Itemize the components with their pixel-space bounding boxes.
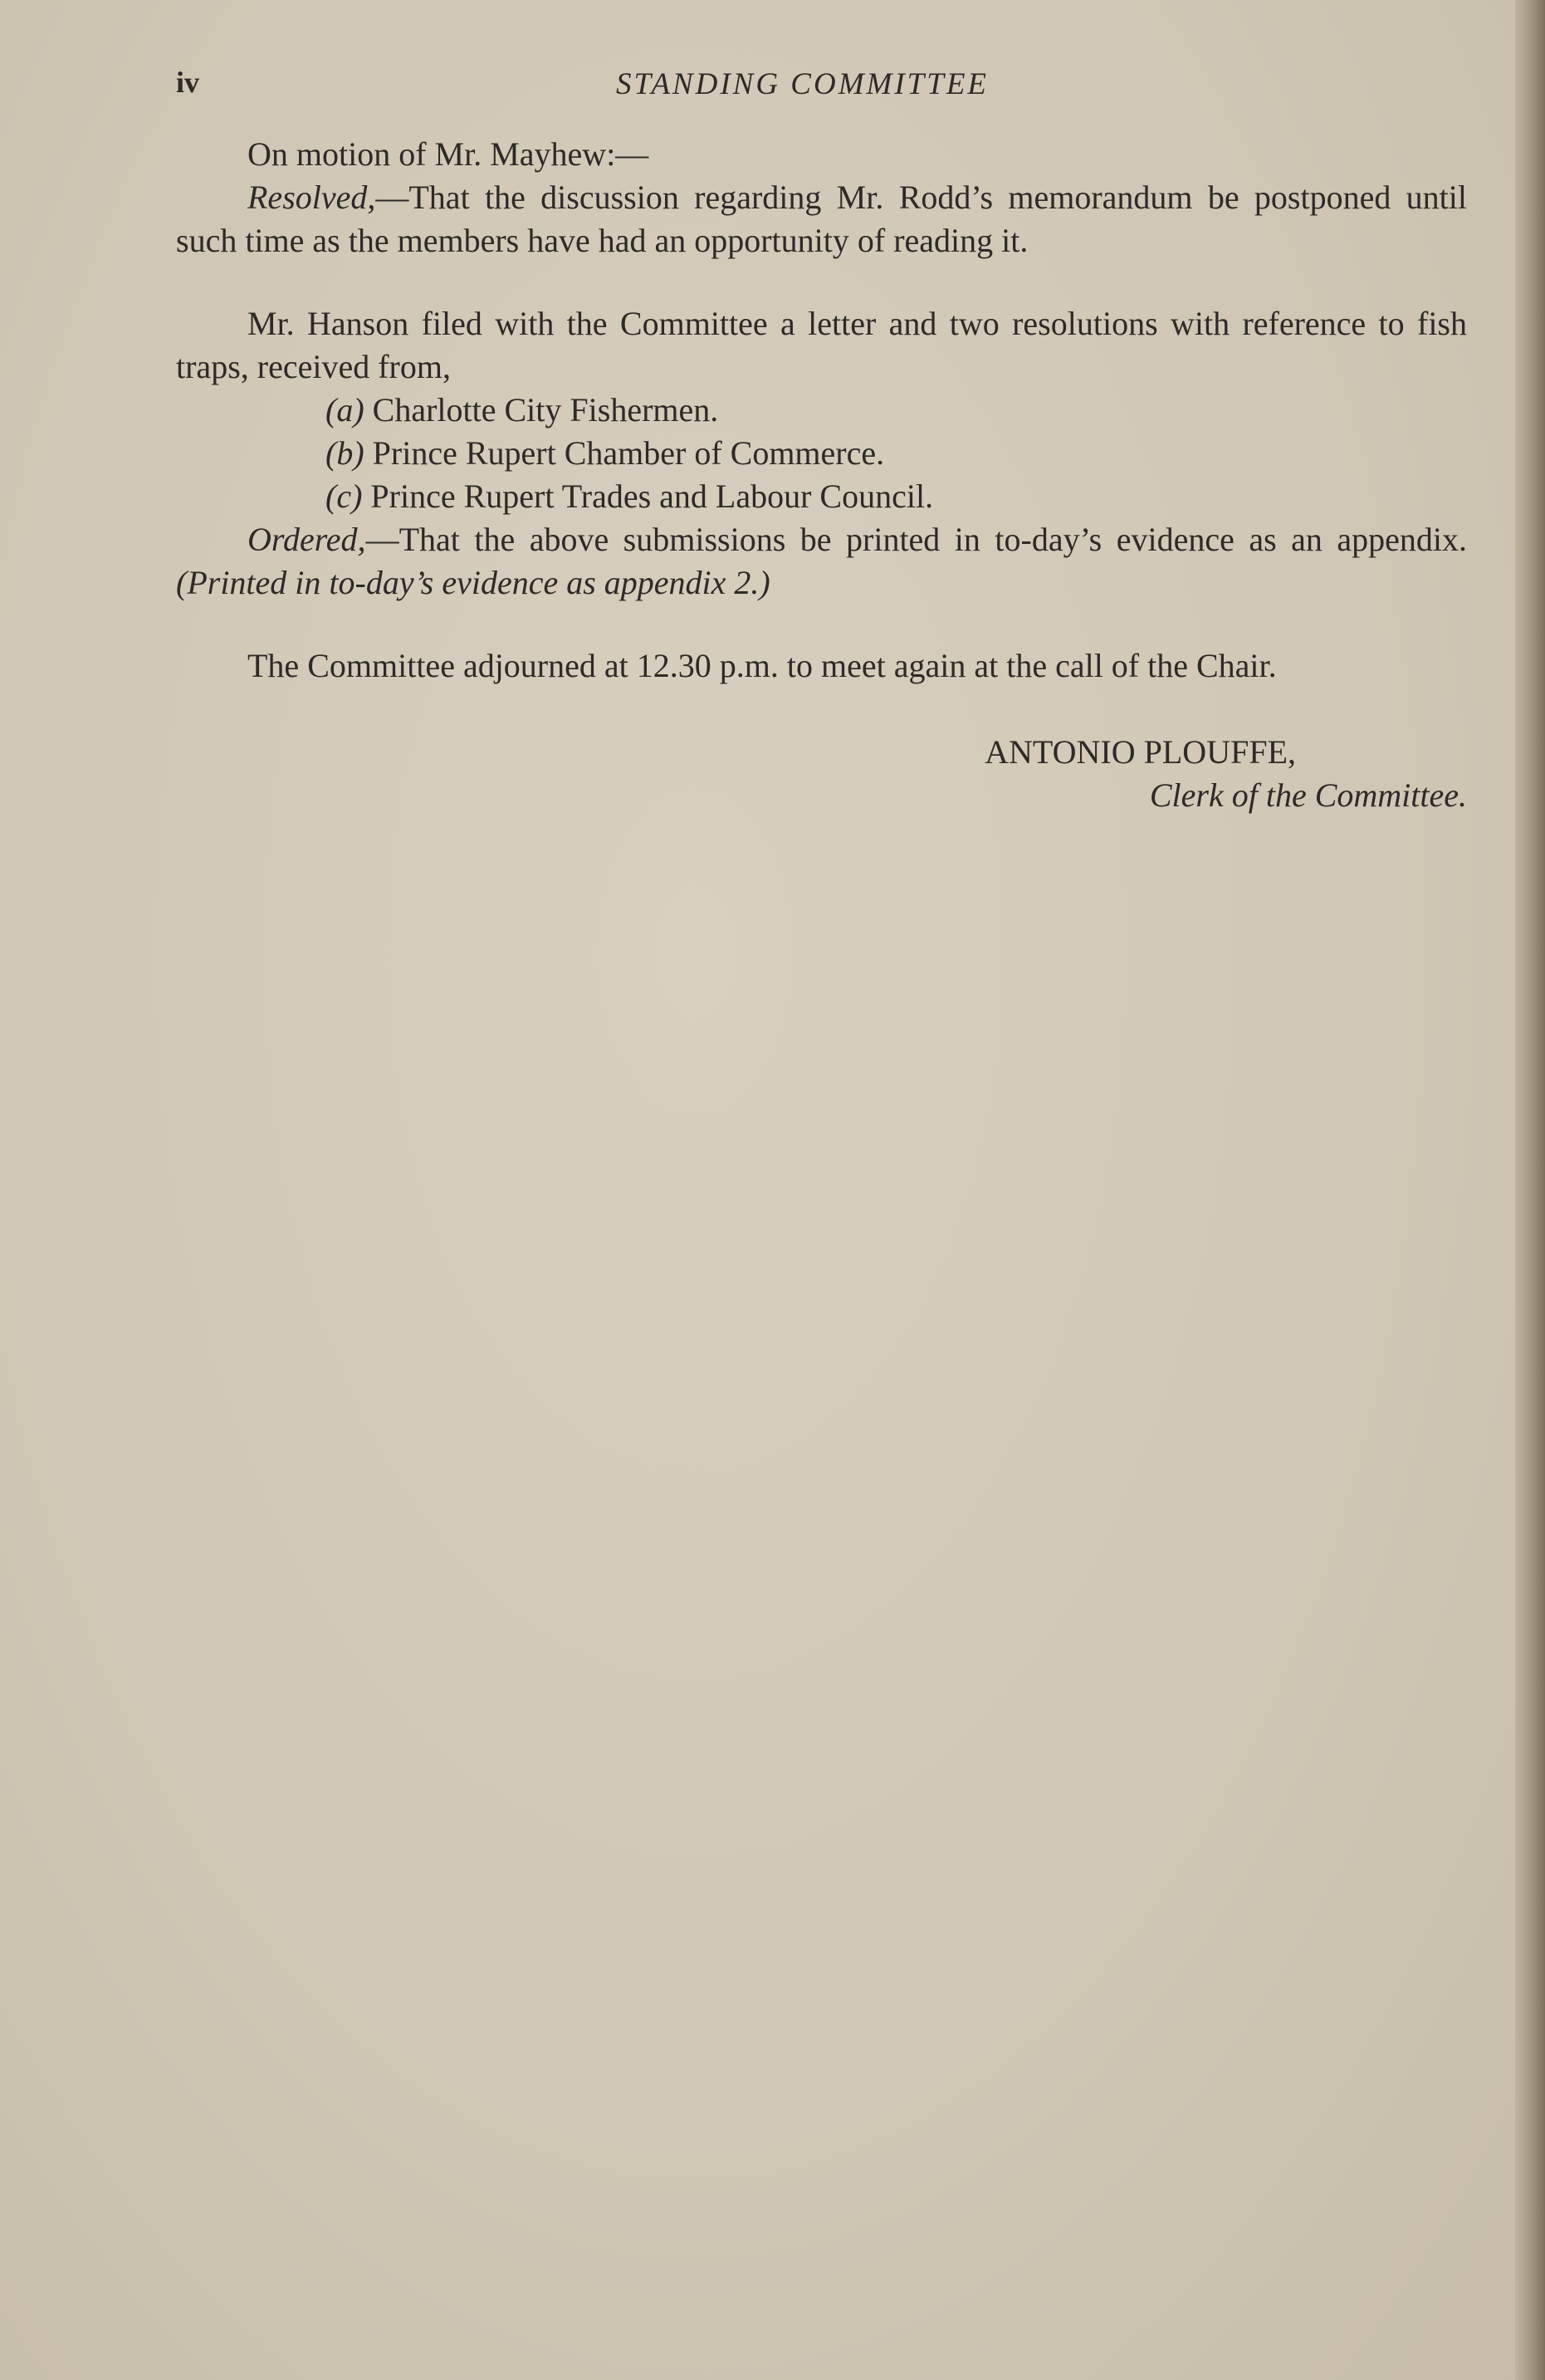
list-item-marker: (c) <box>325 477 363 515</box>
ordered-label: Ordered, <box>247 521 366 558</box>
adjourned-text: The Committee adjourned at 12.30 p.m. to meet again at the call of the Chair. <box>247 647 1277 684</box>
resolved-text: —That the discussion regarding Mr. Rodd’s memorandum be postponed until such time as the members have had an opportunity of reading it. <box>176 179 1467 259</box>
list-item-marker: (b) <box>325 434 364 472</box>
signature-block <box>176 731 1467 817</box>
minutes-body <box>176 133 1467 817</box>
ordered-paragraph <box>176 518 1467 605</box>
filed-text: Mr. Hanson filed with the Committee a letter and two resolutions with reference to fish traps, received from, <box>176 305 1467 385</box>
running-head: STANDING COMMITTEE <box>616 67 990 101</box>
motion-text: On motion of Mr. Mayhew:— <box>247 135 649 173</box>
list-item <box>176 389 1467 432</box>
resolved-label: Resolved, <box>247 179 376 216</box>
clerk-name: ANTONIO PLOUFFE, <box>985 733 1296 771</box>
page-binding-edge <box>1515 0 1545 2380</box>
paragraph-gap <box>176 262 1467 302</box>
list-item-text: Prince Rupert Chamber of Commerce. <box>372 434 885 472</box>
list-item-marker: (a) <box>325 391 364 428</box>
clerk-title: Clerk of the Committee. <box>1149 776 1467 814</box>
ordered-note: (Printed in to-day’s evidence as appendix 2.) <box>176 564 770 601</box>
motion-line <box>176 133 1467 176</box>
paragraph-gap <box>176 605 1467 644</box>
resolved-paragraph <box>176 176 1467 262</box>
list-item <box>176 475 1467 518</box>
page-number: iv <box>176 66 200 99</box>
filed-paragraph <box>176 302 1467 389</box>
page-header <box>176 65 1463 115</box>
adjourned-paragraph <box>176 644 1467 688</box>
list-item <box>176 432 1467 475</box>
list-item-text: Charlotte City Fishermen. <box>372 391 719 428</box>
ordered-text: —That the above submissions be printed in to-day’s evidence as an appendix. <box>365 521 1467 558</box>
list-item-text: Prince Rupert Trades and Labour Council. <box>370 477 934 515</box>
